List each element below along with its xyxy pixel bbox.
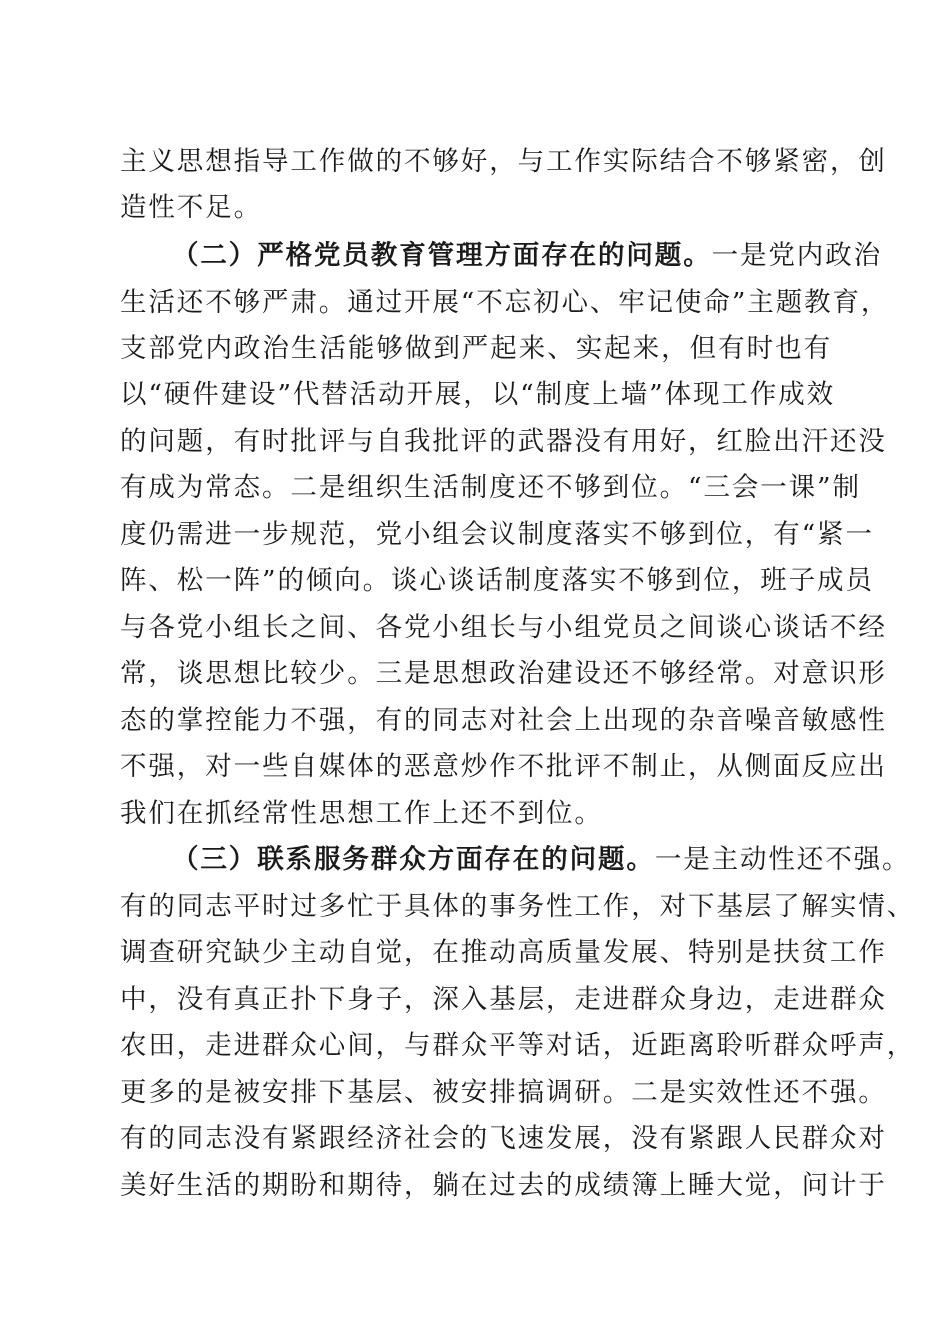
body-line-7: 的问题，有时批评与自我批评的武器没有用好，红脸出汗还没 [120,426,887,457]
body-line-10: 阵、松一阵”的倾向。谈心谈话制度落实不够到位，班子成员 [120,565,874,596]
section-2-heading: （二）严格党员教育管理方面存在的问题。 [172,240,712,271]
body-line-14: 不强，对一些自媒体的恶意炒作不批评不制止，从侧面反应出 [120,751,887,782]
body-line-22: 有的同志没有紧跟经济社会的飞速发展，没有紧跟人民群众对 [120,1123,887,1154]
section-2-lead-text: 一是党内政治 [711,240,883,271]
body-line-15: 我们在抓经常性思想工作上还不到位。 [120,798,603,829]
body-line-6: 以“硬件建设”代替活动开展，以“制度上墙”体现工作成效 [120,379,835,410]
body-line-2: 造性不足。 [120,192,262,223]
body-line-19: 中，没有真正扑下身子，深入基层，走进群众身边，走进群众 [120,984,887,1015]
body-line-12: 常，谈思想比较少。三是思想政治建设还不够经常。对意识形 [120,658,887,689]
body-line-17: 有的同志平时过多忙于具体的事务性工作，对下基层了解实情、 [120,891,916,922]
body-line-11: 与各党小组长之间、各党小组长与小组党员之间谈心谈话不经 [120,612,887,643]
body-line-18: 调查研究缺少主动自觉，在推动高质量发展、特别是扶贫工作 [120,937,887,968]
body-line-1: 主义思想指导工作做的不够好，与工作实际结合不够紧密，创 [120,146,887,177]
section-2-first-line [172,234,883,278]
body-line-5: 支部党内政治生活能够做到严起来、实起来，但有时也有 [120,333,832,364]
section-3-first-line [172,838,911,882]
body-line-21: 更多的是被安排下基层、被安排搞调研。二是实效性还不强。 [120,1077,887,1108]
section-3-heading: （三）联系服务群众方面存在的问题。 [172,844,655,875]
body-line-9: 度仍需进一步规范，党小组会议制度落实不够到位，有“紧一 [120,519,874,550]
section-3-lead-text: 一是主动性还不强。 [654,844,911,875]
body-line-13: 态的掌控能力不强，有的同志对社会上出现的杂音噪音敏感性 [120,705,887,736]
body-line-20: 农田，走进群众心间，与群众平等对话，近距离聆听群众呼声， [120,1030,916,1061]
body-line-23: 美好生活的期盼和期待，躺在过去的成绩簿上睡大觉，问计于 [120,1170,887,1201]
body-line-8: 有成为常态。二是组织生活制度还不够到位。“三会一课”制 [120,472,861,503]
body-line-4: 生活还不够严肃。通过开展“不忘初心、牢记使命”主题教育， [120,287,890,318]
